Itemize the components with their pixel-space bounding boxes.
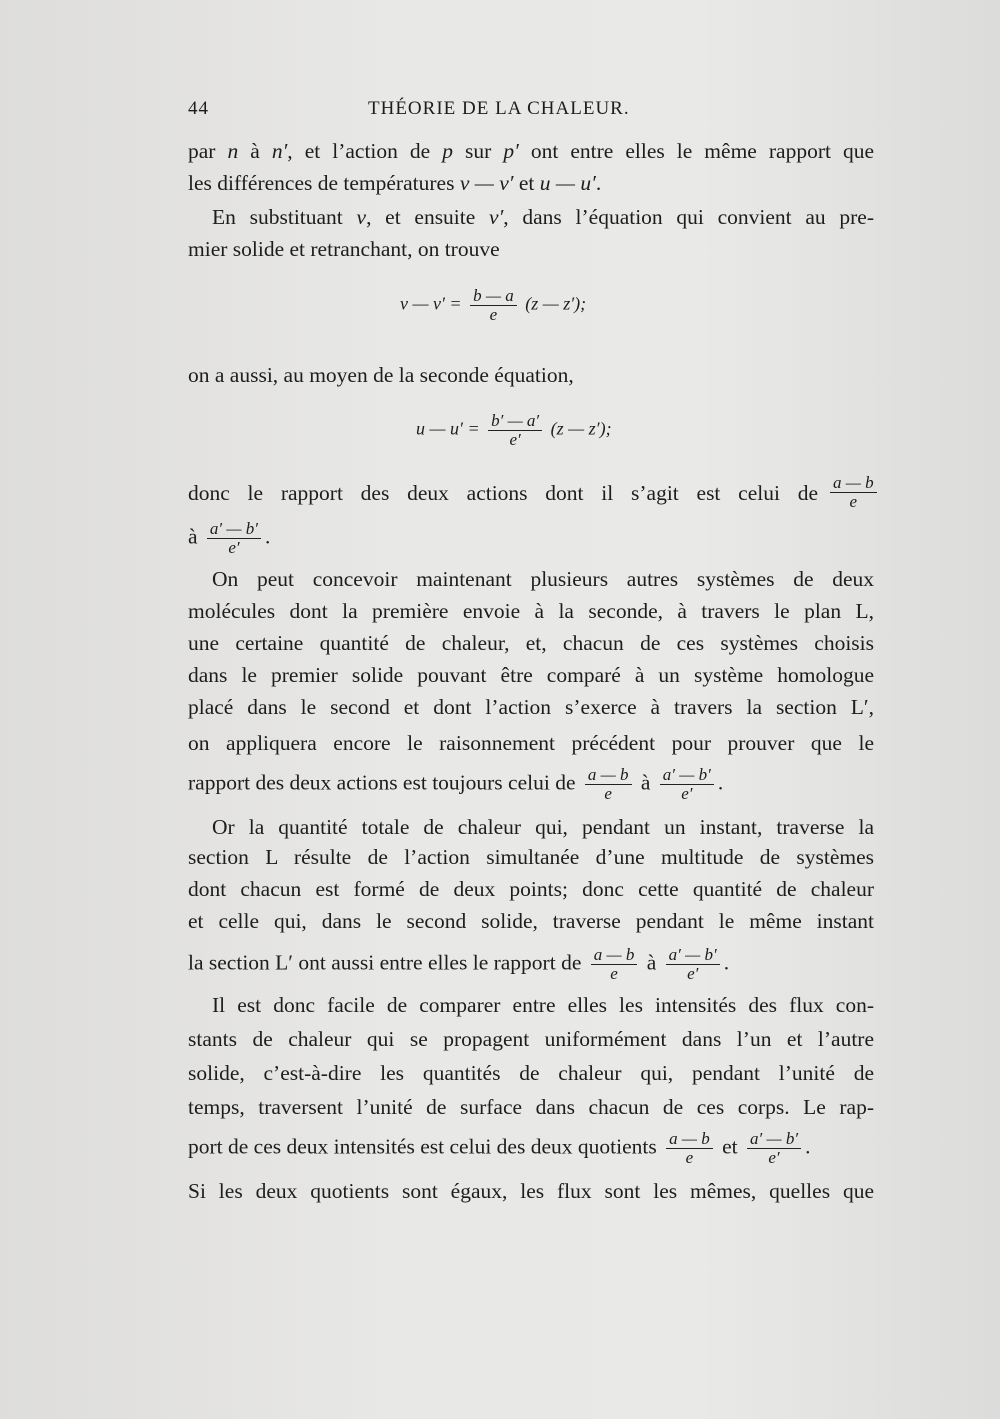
text-line <box>188 168 874 198</box>
text-run: . <box>264 524 271 549</box>
text-run: rapport des deux actions est toujours celui de <box>188 770 576 795</box>
fraction <box>660 766 714 803</box>
text-line: on a aussi, au moyen de la seconde équation, <box>188 363 574 387</box>
text-line: solide, c’est-à-dire les quantités de chaleur qui, pendant l’unité de <box>188 1061 874 1085</box>
text-line: Si les deux quotients sont égaux, les flux sont les mêmes, quelles que <box>188 1179 874 1203</box>
fraction-denominator: e′ <box>768 1148 780 1167</box>
fraction <box>830 474 877 511</box>
fraction-numerator: a′ — b′ <box>747 1130 801 1149</box>
text-run: , et ensuite <box>366 205 490 229</box>
text-line: dans le premier solide pouvant être comparé à un système homologue <box>188 663 874 687</box>
text-line <box>188 766 874 803</box>
math-expr: u — u′ <box>539 171 596 195</box>
text-run: à <box>646 950 657 975</box>
fraction-numerator: a′ — b′ <box>666 946 720 965</box>
text-line: Il est donc facile de comparer entre elles les intensités des flux con- <box>212 993 874 1017</box>
text-line: section L résulte de l’action simultanée d’une multitude de systèmes <box>188 845 874 869</box>
text-run: la section L′ ont aussi entre elles le rapport de <box>188 950 582 975</box>
text-run: à <box>238 139 272 163</box>
fraction-numerator: a — b <box>585 766 632 785</box>
equation-rhs: (z — z′); <box>550 418 612 439</box>
text-run: ont entre elles le même rapport que <box>518 139 875 163</box>
equation-2 <box>416 412 612 449</box>
fraction <box>666 1130 713 1167</box>
fraction <box>488 412 542 449</box>
running-title: THÉORIE DE LA CHALEUR. <box>368 98 630 119</box>
math-var: v′ <box>489 205 504 229</box>
text-line <box>188 1130 874 1167</box>
fraction <box>207 520 261 557</box>
fraction-denominator: e <box>610 964 618 983</box>
text-run: à <box>640 770 651 795</box>
fraction-denominator: e <box>849 492 858 511</box>
equation-lhs: u — u′ = <box>416 418 480 439</box>
fraction-numerator: b — a <box>470 287 517 306</box>
fraction-denominator: e <box>604 784 612 803</box>
fraction-denominator: e <box>489 305 498 324</box>
text-line <box>188 946 874 983</box>
text-line: une certaine quantité de chaleur, et, chacun de ces systèmes choisis <box>188 631 874 655</box>
fraction-numerator: b′ — a′ <box>488 412 542 431</box>
math-var: n <box>227 139 239 163</box>
math-var: p <box>442 139 454 163</box>
text-run: et <box>722 1134 738 1159</box>
fraction-numerator: a — b <box>666 1130 713 1149</box>
fraction <box>585 766 632 803</box>
inline-fraction-group <box>826 474 881 511</box>
text-line: Or la quantité totale de chaleur qui, pendant un instant, traverse la <box>212 815 874 839</box>
text-run: . <box>723 950 730 975</box>
text-line: molécules dont la première envoie à la seconde, à travers le plan L, <box>188 599 874 623</box>
text-run: , dans l’équation qui convient au pre- <box>503 205 874 229</box>
text-line: donc le rapport des deux actions dont il s’agit est celui de <box>188 481 818 505</box>
text-line: On peut concevoir maintenant plusieurs autres systèmes de deux <box>212 567 874 591</box>
fraction-denominator: e′ <box>509 430 521 449</box>
fraction <box>591 946 638 983</box>
text-line <box>212 202 874 232</box>
fraction <box>747 1130 801 1167</box>
text-line: stants de chaleur qui se propagent uniformément dans l’un et l’autre <box>188 1027 874 1051</box>
fraction-numerator: a — b <box>591 946 638 965</box>
text-run: par <box>188 139 228 163</box>
text-run: sur <box>453 139 504 163</box>
text-line: temps, traversent l’unité de surface dans chacun de ces corps. Le rap- <box>188 1095 874 1119</box>
text-run: , et l’action de <box>287 139 443 163</box>
text-line: mier solide et retranchant, on trouve <box>188 237 500 261</box>
equation-lhs: v — v′ = <box>400 293 462 314</box>
fraction-denominator: e <box>685 1148 694 1167</box>
math-var: n′ <box>271 139 288 163</box>
text-run: . <box>805 1134 811 1159</box>
text-line: dont chacun est formé de deux points; donc cette quantité de chaleur <box>188 877 874 901</box>
text-line <box>188 520 874 557</box>
text-run: En substituant <box>212 205 357 229</box>
text-line: on appliquera encore le raisonnement précédent pour prouver que le <box>188 731 874 755</box>
fraction <box>470 287 517 324</box>
text-run: à <box>188 524 198 549</box>
fraction <box>666 946 720 983</box>
math-var: p′ <box>503 139 519 163</box>
math-var: v <box>356 205 367 229</box>
text-line <box>188 136 874 166</box>
fraction-numerator: a — b <box>830 474 877 493</box>
text-run: . <box>717 770 724 795</box>
equation-1 <box>400 287 586 324</box>
fraction-numerator: a′ — b′ <box>207 520 261 539</box>
text-run: port de ces deux intensités est celui des deux quotients <box>188 1134 657 1159</box>
equation-rhs: (z — z′); <box>525 293 587 314</box>
text-line: placé dans le second et dont l’action s’exerce à travers la section L′, <box>188 695 874 719</box>
fraction-denominator: e′ <box>228 538 240 557</box>
text-run: . <box>595 171 602 195</box>
text-run: les différences de températures <box>188 171 460 195</box>
math-expr: v — v′ <box>459 171 514 195</box>
text-line: et celle qui, dans le second solide, traverse pendant le même instant <box>188 909 874 933</box>
fraction-numerator: a′ — b′ <box>660 766 714 785</box>
page-number: 44 <box>188 98 209 119</box>
fraction-denominator: e′ <box>687 964 699 983</box>
text-run: et <box>513 171 540 195</box>
fraction-denominator: e′ <box>681 784 693 803</box>
